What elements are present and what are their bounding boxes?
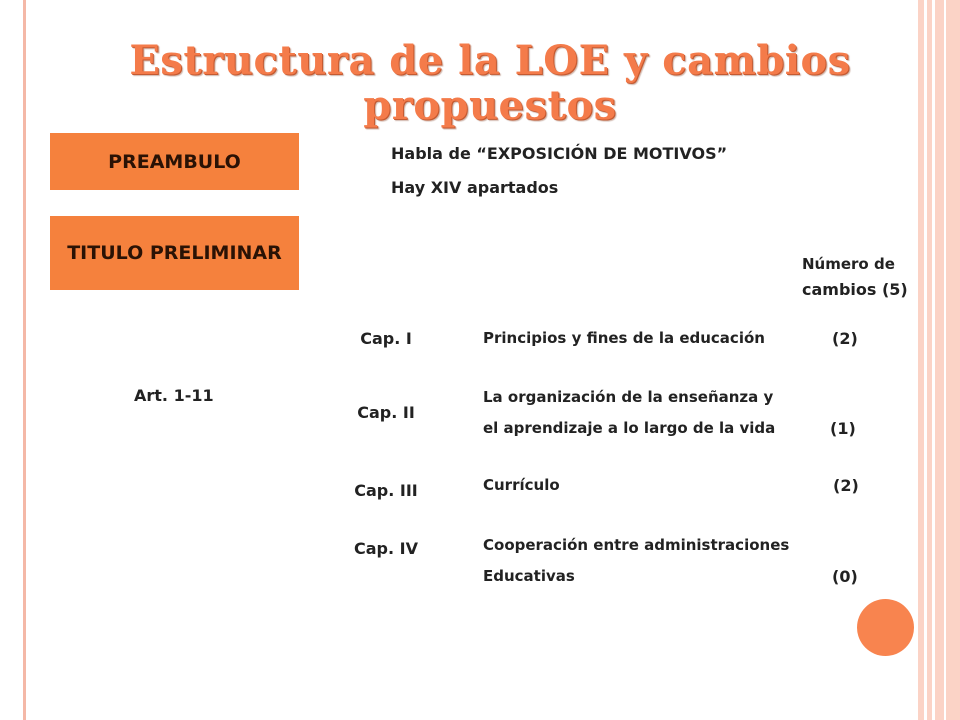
changes-header-line-1: Número de [802, 255, 895, 273]
preambulo-note-1: Habla de “EXPOSICIÓN DE MOTIVOS” [391, 144, 728, 163]
chapter-label: Cap. I [360, 329, 412, 348]
chapter-changes: (0) [832, 567, 858, 586]
chapter-label: Cap. II [357, 403, 415, 422]
chapter-label: Cap. IV [354, 539, 418, 558]
article-range: Art. 1-11 [134, 386, 214, 405]
changes-header-line-2: cambios (5) [802, 280, 908, 299]
chapter-description: el aprendizaje a lo largo de la vida [483, 419, 776, 437]
titulo-preliminar-box: TITULO PRELIMINAR [50, 216, 299, 290]
right-border-decoration [918, 0, 960, 720]
chapter-description: Currículo [483, 476, 560, 494]
chapter-description: La organización de la enseñanza y [483, 388, 774, 406]
chapter-changes: (2) [832, 329, 858, 348]
left-border-decoration [0, 0, 26, 720]
preambulo-note-2: Hay XIV apartados [391, 178, 559, 197]
chapter-description: Educativas [483, 567, 575, 585]
chapter-label: Cap. III [354, 481, 418, 500]
decorative-circle [857, 599, 914, 656]
chapter-changes: (2) [833, 476, 859, 495]
slide-title: Estructura de la LOE y cambios propuestos [129, 37, 851, 129]
chapter-description: Cooperación entre administraciones [483, 536, 790, 554]
chapter-changes: (1) [830, 419, 856, 438]
preambulo-box: PREAMBULO [50, 133, 299, 190]
chapter-description: Principios y fines de la educación [483, 329, 765, 347]
